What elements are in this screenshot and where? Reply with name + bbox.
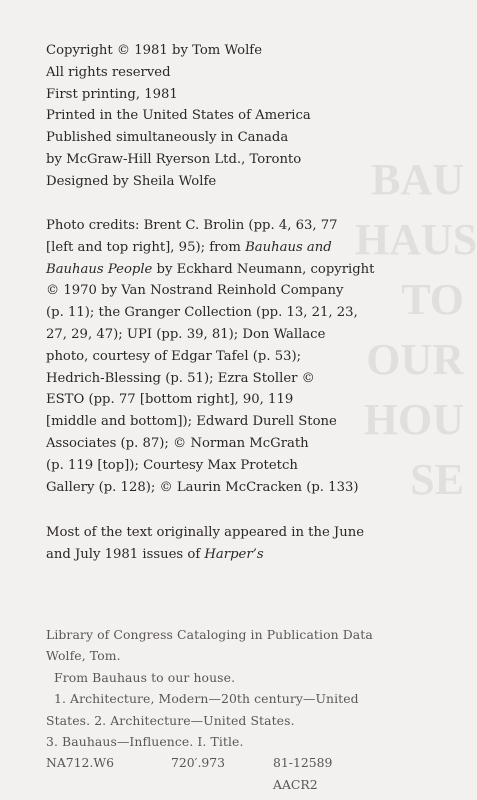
credits-line: [left and top right], 95); from Bauhaus and [46,239,332,255]
cip-subject: States. 2. Architecture—United States. [46,712,295,728]
credits-line: Hedrich-Blessing (p. 51); Ezra Stoller © [46,370,315,386]
photo-credits [46,215,374,498]
rights-line: All rights reserved [46,64,171,80]
printed-in-line: Printed in the United States of America [46,108,311,124]
note-line: and July 1981 issues of Harper’s [46,546,264,562]
call-number: NA712.W6 [46,755,114,771]
cip-author: Wolfe, Tom. [46,648,121,664]
book-title-italic: Bauhaus People [46,261,153,277]
cip-classification-row [46,752,373,773]
credits-line: photo, courtesy of Edgar Tafel (p. 53); [46,348,302,364]
aacr-code: AACR2 [273,776,318,792]
cip-rules-row [46,774,373,795]
publisher-line: by McGraw-Hill Ryerson Ltd., Toronto [46,151,302,167]
text-origin-note [46,522,364,566]
copyright-block [46,40,311,193]
credits-line: Associates (p. 87); © Norman McGrath [46,435,309,451]
credits-line: ESTO (pp. 77 [bottom right], 90, 119 [46,392,294,408]
published-line: Published simultaneously in Canada [46,130,289,146]
dewey-number: 720′.973 [171,755,226,771]
credits-line: [middle and bottom]); Edward Durell Stone [46,414,337,430]
cip-data [46,624,373,795]
cip-subject: 1. Architecture, Modern—20th century—United [54,691,359,707]
credits-line: (p. 119 [top]); Courtesy Max Protetch [46,457,298,473]
cip-subject: 3. Bauhaus—Influence. I. Title. [46,734,244,750]
note-line: Most of the text originally appeared in the June [46,525,365,540]
magazine-title-italic: Harper’s [204,546,264,562]
copyright-line: Copyright © 1981 by Tom Wolfe [46,43,262,58]
cip-title: From Bauhaus to our house. [54,669,236,685]
lccn: 81-12589 [273,755,333,771]
show-through-text: BAU HAUS TO OUR HOU SE [355,155,477,504]
credits-line: Photo credits: Brent C. Brolin (pp. 4, 63, 77 [46,218,338,233]
credits-line: 27, 29, 47); UPI (pp. 39, 81); Don Wallace [46,326,326,342]
book-title-italic: Bauhaus and [245,239,332,255]
printing-line: First printing, 1981 [46,86,178,102]
cip-heading: Library of Congress Cataloging in Publication Data [46,627,373,642]
credits-line: © 1970 by Van Nostrand Reinhold Company [46,283,344,299]
credits-line: (p. 11); the Granger Collection (pp. 13, 21, 23, [46,305,358,321]
designer-line: Designed by Sheila Wolfe [46,173,217,189]
credits-line: Bauhaus People by Eckhard Neumann, copyright [46,261,375,277]
credits-line: Gallery (p. 128); © Laurin McCracken (p. 133) [46,479,359,495]
